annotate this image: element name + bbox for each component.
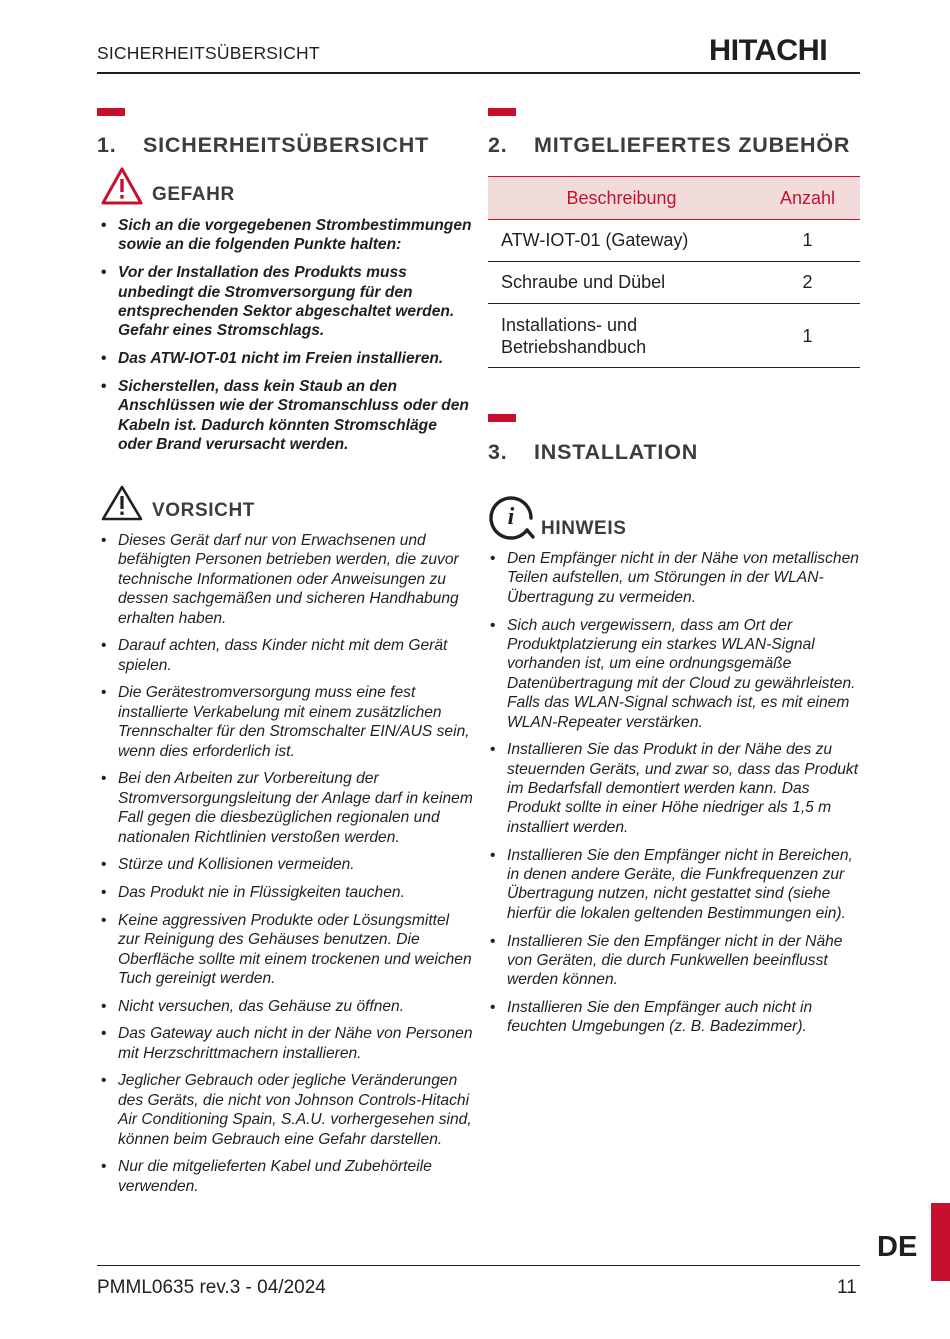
- list-item: • Keine aggressiven Produkte oder Lösungsmittel zur Reinigung des Gehäuses benutzen. Die Oberfläche sollte mit einem trockenen und weichen Tuch gereinigt werden.: [100, 911, 474, 989]
- section-marker: [488, 108, 516, 116]
- list-item: • Den Empfänger nicht in der Nähe von metallischen Teilen aufstellen, um Störungen in der WLAN-Übertragung zu vermeiden.: [489, 549, 863, 607]
- accessories-table: [488, 176, 860, 368]
- list-item: • Nur die mitgelieferten Kabel und Zubehörteile verwenden.: [100, 1157, 474, 1196]
- list-item: • Installieren Sie das Produkt in der Nähe des zu steuernden Geräts, und zwar so, dass das Produkt im Bedarfsfall demontiert werden kann. Das Produkt sollte in einer Höhe niedriger als 1,5 m installiert werden.: [489, 740, 863, 837]
- language-label: DE: [877, 1231, 918, 1263]
- list-item: • Sich auch vergewissern, dass am Ort der Produktplatzierung ein starkes WLAN-Signal vorhanden ist, um eine ordnungsgemäße Datenübertragung mit der Cloud zu gewährleisten. Falls das WLAN-Signal schwach ist, es mit einem WLAN-Repeater verstärken.: [489, 616, 863, 732]
- table-cell-description: [488, 304, 755, 368]
- running-header: SICHERHEITSÜBERSICHT: [97, 43, 320, 63]
- description-line: Betriebshandbuch: [501, 336, 647, 357]
- section-title: MITGELIEFERTES ZUBEHÖR: [534, 133, 851, 157]
- list-item: • Installieren Sie den Empfänger nicht in Bereichen, in denen andere Geräte, die Funkfrequenzen zur Übertragung nutzen, nicht gestattet sind (siehe hierfür die lokalen geltenden Bestimmungen ein).: [489, 846, 863, 924]
- list-item: • Das ATW-IOT-01 nicht im Freien installieren.: [100, 349, 472, 368]
- section-number: 3.: [488, 440, 508, 464]
- column-header-description: Beschreibung: [488, 177, 755, 220]
- list-item: • Darauf achten, dass Kinder nicht mit dem Gerät spielen.: [100, 636, 474, 675]
- table-row: [488, 304, 860, 368]
- note-label: HINWEIS: [541, 518, 627, 539]
- description-line: Installations- und: [501, 314, 638, 335]
- list-item: • Sich an die vorgegebenen Strombestimmungen sowie an die folgenden Punkte halten:: [100, 216, 472, 255]
- section-2-heading: [488, 133, 850, 158]
- table-cell-quantity: 1: [755, 220, 860, 262]
- table-cell-quantity: 2: [755, 262, 860, 304]
- list-item: • Die Gerätestromversorgung muss eine fest installierte Verkabelung mit einem zusätzlichen Trennschalter für den Stromschalter EIN/AUS sein, wenn dies erforderlich ist.: [100, 683, 474, 761]
- section-title: INSTALLATION: [534, 440, 699, 464]
- list-item: • Sicherstellen, dass kein Staub an den Anschlüssen wie der Stromanschluss oder den Kabeln ist. Dadurch könnten Stromschläge oder Brand verursacht werden.: [100, 377, 472, 455]
- table-cell-quantity: 1: [755, 304, 860, 368]
- note-list: [489, 549, 863, 1045]
- list-item: • Installieren Sie den Empfänger auch nicht in feuchten Umgebungen (z. B. Badezimmer).: [489, 998, 863, 1037]
- list-item: • Jeglicher Gebrauch oder jegliche Veränderungen des Geräts, die nicht von Johnson Controls-Hitachi Air Conditioning Spain, S.A.U. vorhergesehen sind, können beim Gebrauch eine Gefahr darstellen.: [100, 1071, 474, 1149]
- list-item: • Vor der Installation des Produkts muss unbedingt die Stromversorgung für den entsprechenden Sektor abgeschaltet werden. Gefahr eines Stromschlags.: [100, 263, 472, 341]
- danger-label: GEFAHR: [152, 184, 235, 205]
- table-row: [488, 262, 860, 304]
- column-header-quantity: Anzahl: [755, 177, 860, 220]
- document-reference: PMML0635 rev.3 - 04/2024: [97, 1277, 326, 1298]
- list-item: • Installieren Sie den Empfänger nicht in der Nähe von Geräten, die durch Funkwellen beeinflusst werden können.: [489, 932, 863, 990]
- danger-list: [100, 216, 472, 463]
- section-3-heading: [488, 440, 698, 465]
- section-marker: [97, 108, 125, 116]
- list-item: • Dieses Gerät darf nur von Erwachsenen und befähigten Personen betrieben werden, die zuvor technische Informationen oder Anweisungen zu dessen sachgemäßen und sicheren Handhabung erhalten haben.: [100, 531, 474, 628]
- note-heading: [487, 492, 626, 540]
- language-tab-marker: [931, 1203, 950, 1281]
- brand-logo: HITACHI: [709, 34, 828, 67]
- table-cell-description: ATW-IOT-01 (Gateway): [488, 220, 755, 262]
- svg-text:i: i: [507, 504, 515, 530]
- table-cell-description: Schraube und Dübel: [488, 262, 755, 304]
- header-divider: [97, 72, 860, 74]
- section-number: 1.: [97, 133, 117, 157]
- list-item: • Bei den Arbeiten zur Vorbereitung der Stromversorgungsleitung der Anlage darf in keinem Fall gegen die diesbezüglichen regionalen und nationalen Richtlinien verstoßen werden.: [100, 769, 474, 847]
- footer-divider: [97, 1265, 860, 1266]
- section-marker: [488, 414, 516, 422]
- list-item: • Nicht versuchen, das Gehäuse zu öffnen.: [100, 997, 474, 1016]
- section-number: 2.: [488, 133, 508, 157]
- caution-list: [100, 531, 474, 1204]
- table-header-row: [488, 177, 860, 220]
- section-title: SICHERHEITSÜBERSICHT: [143, 133, 429, 157]
- table-row: [488, 220, 860, 262]
- list-item: • Das Gateway auch nicht in der Nähe von Personen mit Herzschrittmachern installieren.: [100, 1024, 474, 1063]
- section-1-heading: [97, 133, 429, 158]
- caution-heading: [100, 484, 255, 522]
- danger-warning-icon: [100, 166, 144, 206]
- list-item: • Das Produkt nie in Flüssigkeiten tauchen.: [100, 883, 474, 902]
- list-item: • Stürze und Kollisionen vermeiden.: [100, 855, 474, 874]
- danger-heading: [100, 166, 235, 206]
- caution-label: VORSICHT: [152, 500, 255, 521]
- caution-warning-icon: [100, 484, 144, 522]
- page-number: 11: [837, 1277, 857, 1298]
- info-icon: [487, 492, 535, 540]
